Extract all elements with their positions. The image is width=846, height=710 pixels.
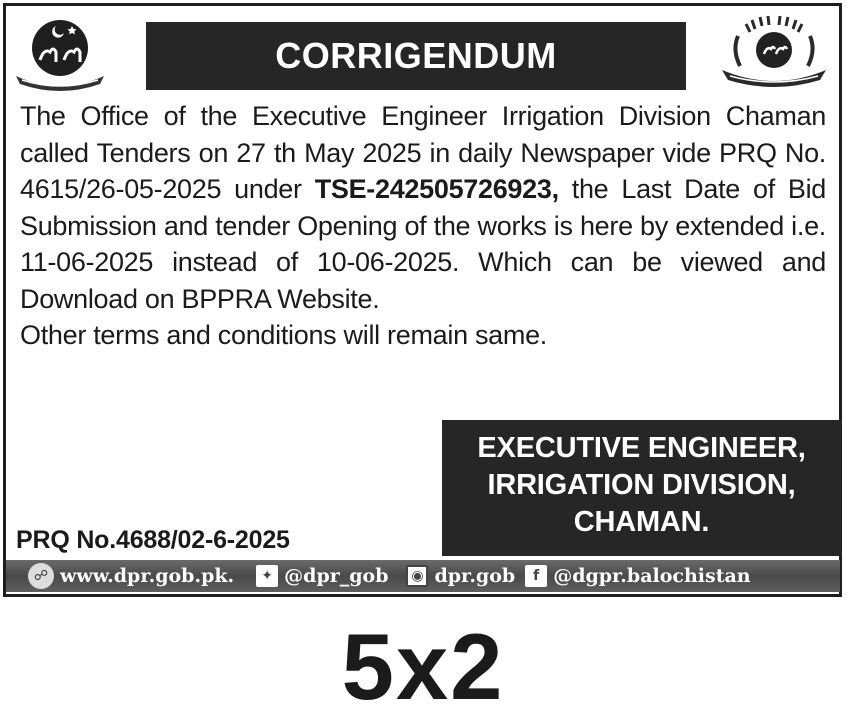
department-emblem-right-icon — [716, 14, 832, 92]
facebook-handle: @dgpr.balochistan — [553, 565, 751, 587]
notice-text-part2: the Last Date of Bid Submission and tender Opening of the works is here by extended i.e. 11-06-2025 instead of 10-06-2025. Which can be viewed and Download on BPPRA Website. — [20, 174, 826, 314]
ad-title: CORRIGENDUM — [275, 35, 557, 76]
contact-footer — [6, 560, 840, 592]
footer-instagram[interactable] — [406, 565, 515, 587]
website-text: www.dpr.gob.pk. — [60, 565, 235, 587]
twitter-icon: ✦ — [256, 565, 278, 587]
tse-reference: TSE-242505726923, — [314, 174, 559, 204]
notice-body — [20, 98, 826, 354]
notice-paragraph-2: Other terms and conditions will remain same. — [20, 320, 548, 350]
facebook-icon: f — [525, 565, 547, 587]
notice-text-part1: The Office of the Executive Engineer Irrigation Division Chaman called Tenders on 27 th May 2025 in daily Newspaper vide PRQ No. 4615/26-05-2025 under — [20, 101, 826, 204]
prq-number: PRQ No.4688/02-6-2025 — [16, 526, 290, 554]
signature-block — [442, 420, 841, 556]
twitter-handle: @dpr_gob — [284, 565, 389, 587]
signature-line-3: CHAMAN. — [573, 506, 710, 538]
notice-paragraph — [20, 98, 826, 317]
instagram-handle: dpr.gob — [434, 565, 516, 587]
signature-line-1: EXECUTIVE ENGINEER, — [477, 432, 806, 464]
title-bar — [146, 22, 686, 90]
signature-line-2: IRRIGATION DIVISION, — [487, 469, 796, 501]
ad-size-label: 5x2 — [341, 614, 505, 710]
globe-icon: ☍ — [28, 563, 54, 589]
instagram-icon: ◉ — [406, 565, 428, 587]
footer-facebook[interactable] — [525, 565, 750, 587]
footer-twitter[interactable] — [256, 565, 388, 587]
footer-website[interactable] — [28, 563, 234, 589]
balochistan-emblem-left-icon — [12, 14, 108, 92]
